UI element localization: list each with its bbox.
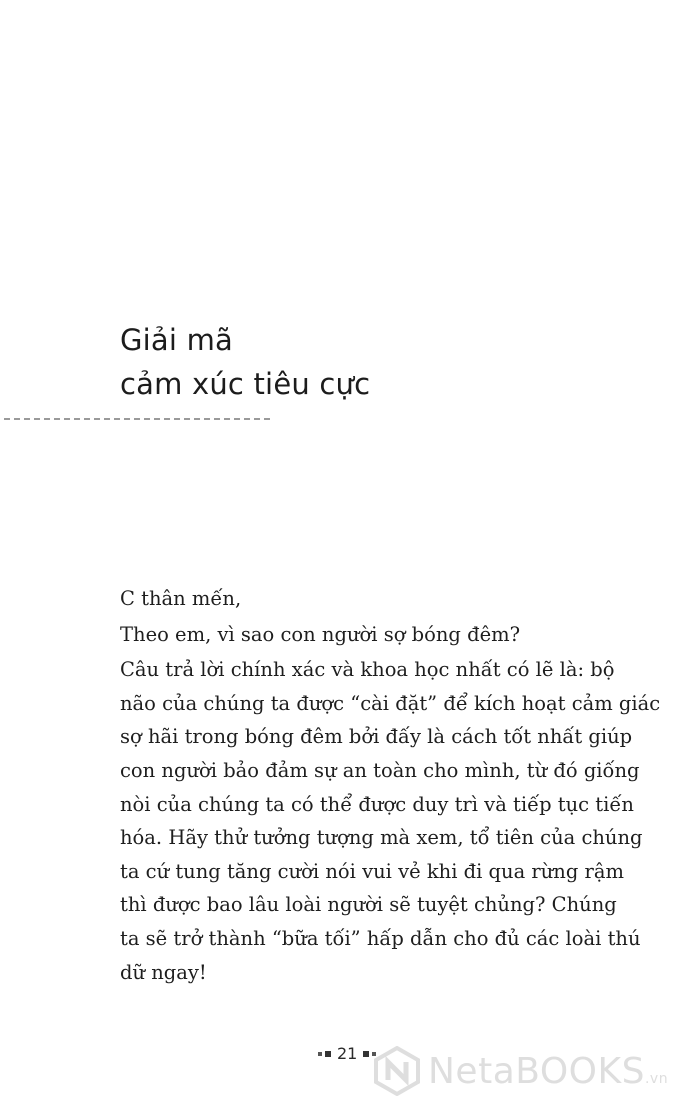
letter-paragraph — [120, 653, 661, 989]
paragraph-line: hóa. Hãy thử tưởng tượng mà xem, tổ tiên của chúng — [120, 826, 643, 850]
paragraph-line: thì được bao lâu loài người sẽ tuyệt chủng? Chúng — [120, 893, 617, 917]
paragraph-line: con người bảo đảm sự an toàn cho mình, từ đó giống — [120, 758, 640, 782]
paragraph-line: Câu trả lời chính xác và khoa học nhất có lẽ là: bộ — [120, 658, 615, 682]
dashed-divider — [4, 418, 270, 420]
watermark-brand: NetaBOOKS — [428, 1050, 645, 1092]
watermark-text — [428, 1051, 668, 1092]
paragraph-line: ta sẽ trở thành “bữa tối” hấp dẫn cho đủ các loài thú — [120, 926, 641, 950]
footer-dots-left — [318, 1051, 331, 1057]
page-number: 21 — [337, 1044, 358, 1063]
watermark — [372, 1046, 668, 1096]
letter-body — [120, 582, 661, 991]
chapter-title-line-2: cảm xúc tiêu cực — [120, 367, 371, 401]
watermark-suffix: .vn — [644, 1070, 669, 1087]
paragraph-line: não của chúng ta được “cài đặt” để kích hoạt cảm giác — [120, 691, 661, 715]
chapter-title-line-1: Giải mã — [120, 323, 233, 357]
letter-question: Theo em, vì sao con người sợ bóng đêm? — [120, 622, 521, 646]
page-footer — [318, 1044, 376, 1063]
paragraph-line: ta cứ tung tăng cười nói vui vẻ khi đi qua rừng rậm — [120, 859, 624, 883]
paragraph-line: nòi của chúng ta có thể được duy trì và tiếp tục tiến — [120, 792, 634, 816]
chapter-title — [120, 318, 370, 406]
n-logo-icon — [372, 1046, 422, 1096]
paragraph-line: sợ hãi trong bóng đêm bởi đấy là cách tốt nhất giúp — [120, 725, 633, 749]
paragraph-line: dữ ngay! — [120, 960, 207, 984]
letter-greeting: C thân mến, — [120, 587, 242, 610]
